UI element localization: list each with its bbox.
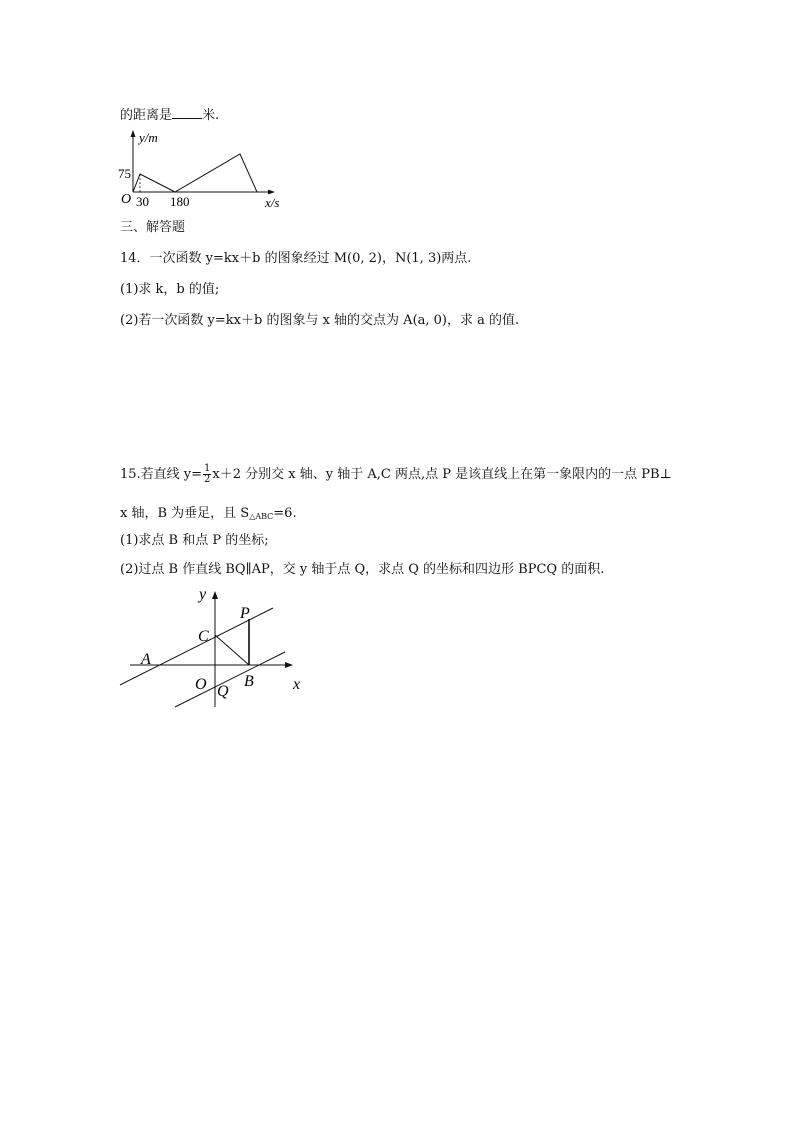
figure-label-b: B <box>244 673 254 690</box>
figure-label-o: O <box>195 676 207 693</box>
figure-label-a: A <box>141 651 151 668</box>
q13-suffix: 米. <box>202 108 220 123</box>
figure-y-arrow <box>212 591 218 599</box>
figure-label-q: Q <box>217 683 229 700</box>
figure-label-p: P <box>240 605 250 622</box>
line-bq <box>175 652 285 707</box>
answer-blank <box>172 106 202 119</box>
q15-line2-b: =6. <box>273 506 297 521</box>
fraction-one-half <box>203 464 211 485</box>
q15-line2-a: x 轴，B 为垂足，且 S <box>120 506 250 521</box>
coordinate-figure <box>115 582 315 712</box>
q15-lead: 15.若直线 y= <box>120 467 203 482</box>
q14-part2: (2)若一次函数 y=kx＋b 的图象与 x 轴的交点为 A(a, 0)，求 a 的值. <box>120 313 520 328</box>
q13-tail-line <box>120 106 219 124</box>
q15-stem-line2 <box>120 506 297 525</box>
fraction-numerator: 1 <box>204 463 211 474</box>
graph13-distance-polyline <box>133 154 257 192</box>
graph13-y-tick-75: 75 <box>118 166 131 181</box>
graph13-x-tick-30: 30 <box>136 194 149 209</box>
fraction-denominator: 2 <box>204 474 211 485</box>
graph13-x-axis-label: x/s <box>265 195 280 210</box>
graph13-y-arrow <box>131 130 136 137</box>
triangle-abc-subscript: △ABC <box>249 512 274 521</box>
section-title: 三、解答题 <box>120 220 186 235</box>
q15-stem-line1 <box>120 464 672 485</box>
q15-rest: x＋2 分别交 x 轴、y 轴于 A,C 两点,点 P 是该直线上在第一象限内的一点 PB⊥ <box>212 467 672 482</box>
graph13-x-tick-180: 180 <box>170 194 190 209</box>
graph13-origin-label: O <box>121 192 132 207</box>
q15-part2: (2)过点 B 作直线 BQ∥AP，交 y 轴于点 Q，求点 Q 的坐标和四边形 BPCQ 的面积. <box>120 562 605 577</box>
graph13-x-arrow <box>268 190 275 195</box>
q14-part1: (1)求 k，b 的值; <box>120 282 220 297</box>
figure-label-x: x <box>293 676 301 693</box>
q14-stem: 14．一次函数 y=kx＋b 的图象经过 M(0, 2)，N(1, 3)两点. <box>120 251 472 266</box>
figure-label-y: y <box>199 586 207 603</box>
segment-cb <box>215 635 249 665</box>
figure-x-arrow <box>285 662 293 668</box>
distance-time-graph <box>115 125 295 215</box>
q13-prefix: 的距离是 <box>120 108 173 123</box>
q15-part1: (1)求点 B 和点 P 的坐标; <box>120 533 269 548</box>
figure-label-c: C <box>198 628 209 645</box>
graph13-y-axis-label: y/m <box>139 130 158 145</box>
